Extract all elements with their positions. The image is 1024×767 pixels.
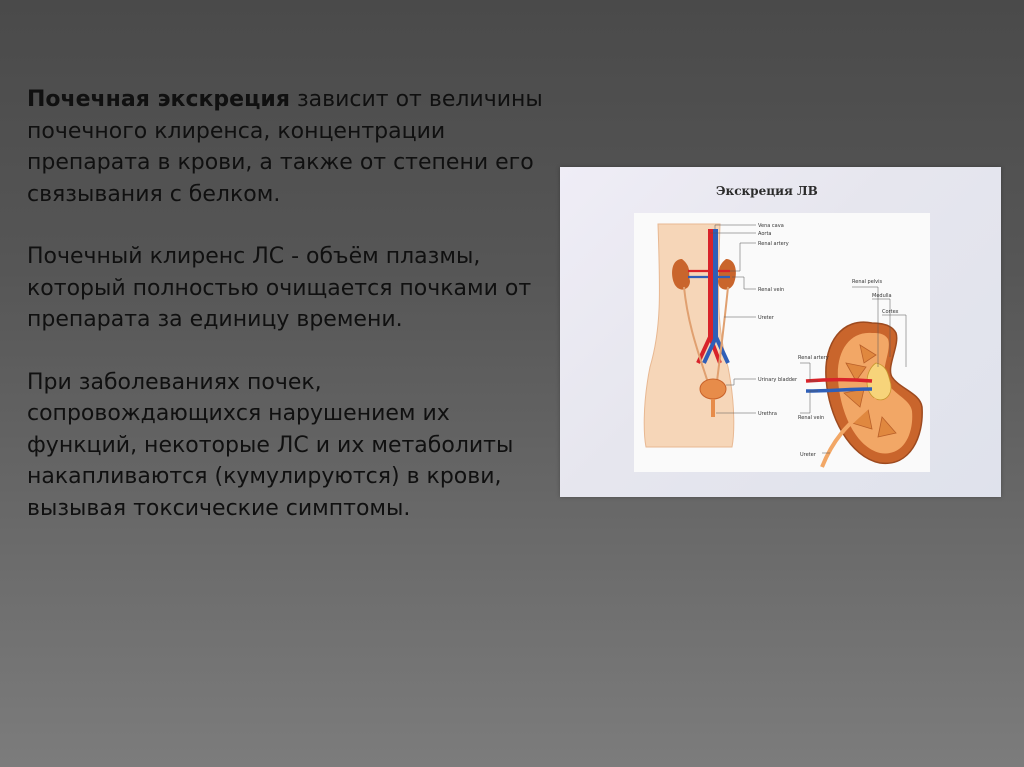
label-cortex: Cortex bbox=[882, 309, 899, 315]
urinary-bladder bbox=[700, 379, 726, 399]
paragraph-renal-clearance bbox=[27, 241, 557, 336]
label-aorta: Aorta bbox=[758, 231, 772, 237]
label-medulla: Medulla bbox=[872, 293, 892, 299]
label-urethra: Urethra bbox=[758, 411, 777, 417]
paragraph-text: Почечный клиренс ЛС - объём плазмы, который полностью очищается почками от препарата за единицу времени. bbox=[27, 244, 532, 332]
paragraph-text: При заболеваниях почек, сопровождающихся нарушением их функций, некоторые ЛС и их метаболиты накапливаются (кумулируются) в крови, вызывая токсические симптомы. bbox=[27, 369, 514, 521]
label-ureter: Ureter bbox=[758, 315, 774, 321]
hilum-renal-vein bbox=[806, 389, 872, 391]
label-renal-vein: Renal vein bbox=[758, 287, 785, 293]
label-renal-artery: Renal artery bbox=[758, 241, 789, 247]
paragraph-renal-excretion bbox=[27, 84, 557, 210]
label-renal-artery-2: Renal artery bbox=[798, 355, 829, 361]
excretion-figure bbox=[560, 167, 1001, 497]
label-vena-cava: Vena cava bbox=[758, 223, 784, 229]
aorta bbox=[708, 229, 713, 339]
figure-title: Экскреция ЛВ bbox=[716, 184, 818, 198]
excretion-diagram bbox=[560, 167, 1001, 497]
label-urinary-bladder: Urinary bladder bbox=[758, 377, 798, 383]
paragraph-text: зависит от величины почечного клиренса, концентрации препарата в крови, а также от степени его связывания с белком. bbox=[27, 87, 543, 207]
paragraph-bold-term: Почечная экскреция bbox=[27, 87, 290, 112]
urethra bbox=[711, 399, 715, 417]
label-ureter-2: Ureter bbox=[800, 452, 816, 458]
paragraph-kidney-disease bbox=[27, 367, 557, 525]
label-renal-pelvis: Renal pelvis bbox=[852, 279, 883, 285]
text-block bbox=[27, 84, 557, 555]
label-renal-vein-2: Renal vein bbox=[798, 415, 825, 421]
vena-cava bbox=[713, 229, 718, 339]
